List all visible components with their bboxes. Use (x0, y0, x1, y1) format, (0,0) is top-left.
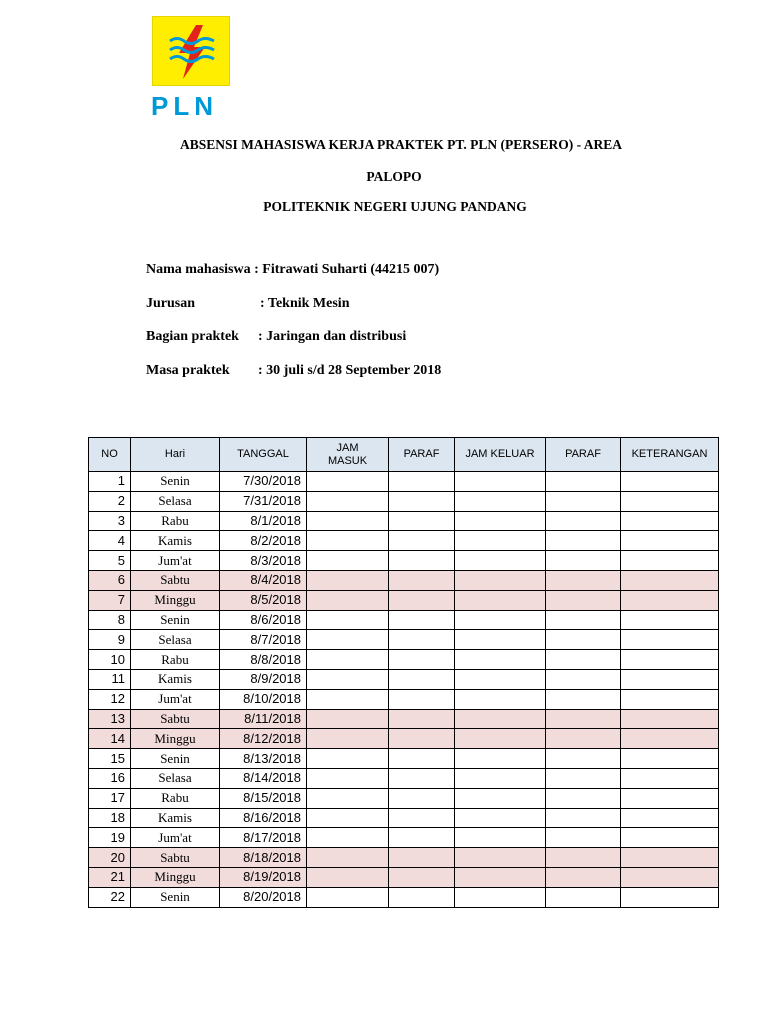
cell-no: 13 (89, 709, 131, 729)
cell-jam-masuk[interactable] (307, 887, 389, 907)
lightning-bolt-icon (153, 17, 231, 87)
cell-paraf-keluar[interactable] (546, 729, 621, 749)
cell-jam-masuk[interactable] (307, 630, 389, 650)
cell-paraf-masuk[interactable] (389, 729, 455, 749)
cell-hari: Sabtu (131, 848, 220, 868)
cell-jam-masuk[interactable] (307, 531, 389, 551)
cell-jam-masuk[interactable] (307, 610, 389, 630)
table-row (89, 887, 719, 907)
table-row (89, 511, 719, 531)
cell-hari: Minggu (131, 590, 220, 610)
cell-paraf-keluar[interactable] (546, 511, 621, 531)
cell-jam-keluar[interactable] (455, 887, 546, 907)
cell-paraf-keluar[interactable] (546, 887, 621, 907)
cell-hari: Senin (131, 749, 220, 769)
cell-paraf-masuk[interactable] (389, 828, 455, 848)
cell-tanggal: 8/13/2018 (220, 749, 307, 769)
cell-tanggal: 8/14/2018 (220, 768, 307, 788)
cell-hari: Selasa (131, 491, 220, 511)
info-jurusan (146, 295, 349, 312)
table-header-row (89, 438, 719, 472)
cell-keterangan[interactable] (621, 768, 719, 788)
info-bagian-label: Bagian praktek (146, 329, 239, 344)
cell-keterangan[interactable] (621, 472, 719, 492)
cell-no: 7 (89, 590, 131, 610)
cell-no: 10 (89, 650, 131, 670)
cell-jam-keluar[interactable] (455, 491, 546, 511)
cell-jam-masuk[interactable] (307, 491, 389, 511)
cell-tanggal: 8/7/2018 (220, 630, 307, 650)
cell-jam-keluar[interactable] (455, 472, 546, 492)
cell-keterangan[interactable] (621, 887, 719, 907)
col-header-paraf-keluar: PARAF (546, 438, 621, 472)
table-row (89, 551, 719, 571)
cell-paraf-masuk[interactable] (389, 669, 455, 689)
cell-hari: Rabu (131, 511, 220, 531)
col-header-paraf-masuk: PARAF (389, 438, 455, 472)
document-title-line3: POLITEKNIK NEGERI UJUNG PANDANG (263, 199, 527, 214)
cell-jam-masuk[interactable] (307, 867, 389, 887)
col-header-jam-keluar: JAM KELUAR (455, 438, 546, 472)
cell-keterangan[interactable] (621, 709, 719, 729)
cell-no: 11 (89, 669, 131, 689)
cell-no: 16 (89, 768, 131, 788)
cell-no: 19 (89, 828, 131, 848)
pln-logo (152, 16, 230, 86)
cell-jam-masuk[interactable] (307, 669, 389, 689)
table-row (89, 788, 719, 808)
cell-hari: Jum'at (131, 828, 220, 848)
cell-hari: Sabtu (131, 709, 220, 729)
cell-paraf-masuk[interactable] (389, 887, 455, 907)
cell-jam-masuk[interactable] (307, 709, 389, 729)
table-row (89, 590, 719, 610)
cell-keterangan[interactable] (621, 788, 719, 808)
info-jurusan-label: Jurusan (146, 296, 196, 311)
cell-keterangan[interactable] (621, 867, 719, 887)
cell-jam-masuk[interactable] (307, 472, 389, 492)
cell-jam-keluar[interactable] (455, 630, 546, 650)
cell-paraf-masuk[interactable] (389, 808, 455, 828)
table-row (89, 828, 719, 848)
cell-paraf-masuk[interactable] (389, 511, 455, 531)
cell-no: 12 (89, 689, 131, 709)
cell-no: 2 (89, 491, 131, 511)
cell-paraf-keluar[interactable] (546, 689, 621, 709)
cell-jam-keluar[interactable] (455, 729, 546, 749)
cell-keterangan[interactable] (621, 828, 719, 848)
cell-jam-keluar[interactable] (455, 531, 546, 551)
cell-jam-masuk[interactable] (307, 689, 389, 709)
cell-hari: Jum'at (131, 689, 220, 709)
cell-no: 21 (89, 867, 131, 887)
cell-paraf-masuk[interactable] (389, 689, 455, 709)
cell-keterangan[interactable] (621, 689, 719, 709)
cell-jam-keluar[interactable] (455, 590, 546, 610)
cell-keterangan[interactable] (621, 808, 719, 828)
info-masa (146, 362, 441, 379)
cell-paraf-masuk[interactable] (389, 472, 455, 492)
info-bagian (146, 328, 406, 345)
cell-keterangan[interactable] (621, 570, 719, 590)
info-nama (146, 261, 439, 278)
cell-jam-keluar[interactable] (455, 709, 546, 729)
info-masa-label: Masa praktek (146, 363, 230, 378)
cell-paraf-keluar[interactable] (546, 491, 621, 511)
cell-paraf-masuk[interactable] (389, 551, 455, 571)
cell-jam-masuk[interactable] (307, 729, 389, 749)
cell-paraf-masuk[interactable] (389, 749, 455, 769)
cell-no: 9 (89, 630, 131, 650)
cell-jam-masuk[interactable] (307, 808, 389, 828)
cell-paraf-keluar[interactable] (546, 788, 621, 808)
info-nama-text: Nama mahasiswa : Fitrawati Suharti (44215 007) (146, 262, 440, 277)
cell-jam-keluar[interactable] (455, 867, 546, 887)
cell-paraf-masuk[interactable] (389, 768, 455, 788)
cell-jam-masuk[interactable] (307, 570, 389, 590)
cell-hari: Selasa (131, 768, 220, 788)
cell-keterangan[interactable] (621, 749, 719, 769)
cell-no: 4 (89, 531, 131, 551)
info-jurusan-value: : Teknik Mesin (260, 296, 350, 311)
cell-hari: Senin (131, 887, 220, 907)
cell-hari: Kamis (131, 669, 220, 689)
cell-jam-keluar[interactable] (455, 610, 546, 630)
col-header-tanggal: TANGGAL (220, 438, 307, 472)
cell-no: 22 (89, 887, 131, 907)
cell-paraf-keluar[interactable] (546, 570, 621, 590)
cell-hari: Minggu (131, 729, 220, 749)
cell-tanggal: 8/10/2018 (220, 689, 307, 709)
cell-no: 5 (89, 551, 131, 571)
cell-tanggal: 8/16/2018 (220, 808, 307, 828)
cell-keterangan[interactable] (621, 610, 719, 630)
cell-hari: Rabu (131, 788, 220, 808)
cell-paraf-masuk[interactable] (389, 570, 455, 590)
cell-hari: Selasa (131, 630, 220, 650)
cell-jam-keluar[interactable] (455, 689, 546, 709)
cell-jam-keluar[interactable] (455, 650, 546, 670)
cell-jam-masuk[interactable] (307, 551, 389, 571)
cell-keterangan[interactable] (621, 669, 719, 689)
cell-hari: Kamis (131, 531, 220, 551)
cell-paraf-keluar[interactable] (546, 610, 621, 630)
cell-tanggal: 7/30/2018 (220, 472, 307, 492)
document-title-line2: PALOPO (366, 169, 422, 184)
cell-jam-keluar[interactable] (455, 511, 546, 531)
cell-hari: Senin (131, 472, 220, 492)
cell-jam-keluar[interactable] (455, 788, 546, 808)
cell-jam-masuk[interactable] (307, 590, 389, 610)
table-row (89, 689, 719, 709)
cell-keterangan[interactable] (621, 630, 719, 650)
cell-tanggal: 8/8/2018 (220, 650, 307, 670)
cell-tanggal: 8/19/2018 (220, 867, 307, 887)
logo-text: PLN (151, 91, 218, 121)
table-row (89, 749, 719, 769)
cell-keterangan[interactable] (621, 729, 719, 749)
table-row (89, 867, 719, 887)
table-row (89, 669, 719, 689)
cell-paraf-keluar[interactable] (546, 867, 621, 887)
cell-jam-masuk[interactable] (307, 650, 389, 670)
cell-keterangan[interactable] (621, 590, 719, 610)
cell-paraf-masuk[interactable] (389, 630, 455, 650)
cell-paraf-keluar[interactable] (546, 808, 621, 828)
cell-keterangan[interactable] (621, 491, 719, 511)
cell-no: 1 (89, 472, 131, 492)
col-header-jam-masuk: JAM MASUK (307, 438, 389, 472)
cell-no: 8 (89, 610, 131, 630)
cell-jam-masuk[interactable] (307, 749, 389, 769)
cell-tanggal: 8/1/2018 (220, 511, 307, 531)
cell-keterangan[interactable] (621, 511, 719, 531)
cell-paraf-masuk[interactable] (389, 848, 455, 868)
cell-tanggal: 8/15/2018 (220, 788, 307, 808)
cell-hari: Senin (131, 610, 220, 630)
cell-keterangan[interactable] (621, 551, 719, 571)
cell-keterangan[interactable] (621, 531, 719, 551)
cell-hari: Jum'at (131, 551, 220, 571)
table-row (89, 531, 719, 551)
table-row (89, 650, 719, 670)
col-header-keterangan: KETERANGAN (621, 438, 719, 472)
table-row (89, 709, 719, 729)
cell-tanggal: 8/3/2018 (220, 551, 307, 571)
cell-paraf-keluar[interactable] (546, 669, 621, 689)
table-row (89, 848, 719, 868)
table-row (89, 610, 719, 630)
cell-no: 14 (89, 729, 131, 749)
info-masa-value: : 30 juli s/d 28 September 2018 (258, 363, 442, 378)
cell-no: 6 (89, 570, 131, 590)
table-row (89, 630, 719, 650)
table-row (89, 472, 719, 492)
cell-no: 18 (89, 808, 131, 828)
cell-paraf-masuk[interactable] (389, 491, 455, 511)
cell-paraf-keluar[interactable] (546, 472, 621, 492)
table-row (89, 768, 719, 788)
cell-jam-keluar[interactable] (455, 749, 546, 769)
cell-no: 15 (89, 749, 131, 769)
cell-tanggal: 8/11/2018 (220, 709, 307, 729)
cell-tanggal: 8/18/2018 (220, 848, 307, 868)
cell-jam-masuk[interactable] (307, 788, 389, 808)
cell-jam-keluar[interactable] (455, 768, 546, 788)
cell-paraf-masuk[interactable] (389, 788, 455, 808)
cell-paraf-keluar[interactable] (546, 828, 621, 848)
cell-paraf-keluar[interactable] (546, 768, 621, 788)
cell-jam-masuk[interactable] (307, 511, 389, 531)
attendance-rows (89, 472, 719, 908)
cell-no: 20 (89, 848, 131, 868)
cell-jam-keluar[interactable] (455, 848, 546, 868)
cell-paraf-keluar[interactable] (546, 551, 621, 571)
cell-tanggal: 8/12/2018 (220, 729, 307, 749)
cell-paraf-keluar[interactable] (546, 749, 621, 769)
cell-paraf-keluar[interactable] (546, 848, 621, 868)
cell-no: 17 (89, 788, 131, 808)
cell-tanggal: 8/9/2018 (220, 669, 307, 689)
cell-keterangan[interactable] (621, 848, 719, 868)
col-header-hari: Hari (131, 438, 220, 472)
cell-tanggal: 8/20/2018 (220, 887, 307, 907)
cell-jam-masuk[interactable] (307, 768, 389, 788)
cell-tanggal: 8/2/2018 (220, 531, 307, 551)
cell-hari: Rabu (131, 650, 220, 670)
info-bagian-value: : Jaringan dan distribusi (258, 329, 407, 344)
cell-paraf-masuk[interactable] (389, 709, 455, 729)
cell-jam-keluar[interactable] (455, 570, 546, 590)
cell-tanggal: 8/17/2018 (220, 828, 307, 848)
cell-paraf-keluar[interactable] (546, 590, 621, 610)
cell-paraf-masuk[interactable] (389, 650, 455, 670)
cell-tanggal: 8/4/2018 (220, 570, 307, 590)
cell-jam-masuk[interactable] (307, 848, 389, 868)
cell-hari: Sabtu (131, 570, 220, 590)
table-row (89, 491, 719, 511)
cell-jam-masuk[interactable] (307, 828, 389, 848)
cell-hari: Minggu (131, 867, 220, 887)
cell-keterangan[interactable] (621, 650, 719, 670)
cell-hari: Kamis (131, 808, 220, 828)
cell-tanggal: 8/5/2018 (220, 590, 307, 610)
cell-no: 3 (89, 511, 131, 531)
attendance-table (88, 437, 719, 908)
cell-paraf-masuk[interactable] (389, 610, 455, 630)
document-title-line1: ABSENSI MAHASISWA KERJA PRAKTEK PT. PLN (PERSERO) - AREA (180, 137, 622, 152)
cell-paraf-keluar[interactable] (546, 650, 621, 670)
cell-jam-keluar[interactable] (455, 808, 546, 828)
cell-paraf-keluar[interactable] (546, 709, 621, 729)
table-row (89, 729, 719, 749)
cell-jam-keluar[interactable] (455, 551, 546, 571)
cell-jam-keluar[interactable] (455, 828, 546, 848)
cell-jam-keluar[interactable] (455, 669, 546, 689)
table-row (89, 808, 719, 828)
cell-tanggal: 7/31/2018 (220, 491, 307, 511)
table-row (89, 570, 719, 590)
cell-paraf-masuk[interactable] (389, 867, 455, 887)
cell-tanggal: 8/6/2018 (220, 610, 307, 630)
col-header-no: NO (89, 438, 131, 472)
cell-paraf-masuk[interactable] (389, 531, 455, 551)
cell-paraf-keluar[interactable] (546, 531, 621, 551)
cell-paraf-masuk[interactable] (389, 590, 455, 610)
cell-paraf-keluar[interactable] (546, 630, 621, 650)
